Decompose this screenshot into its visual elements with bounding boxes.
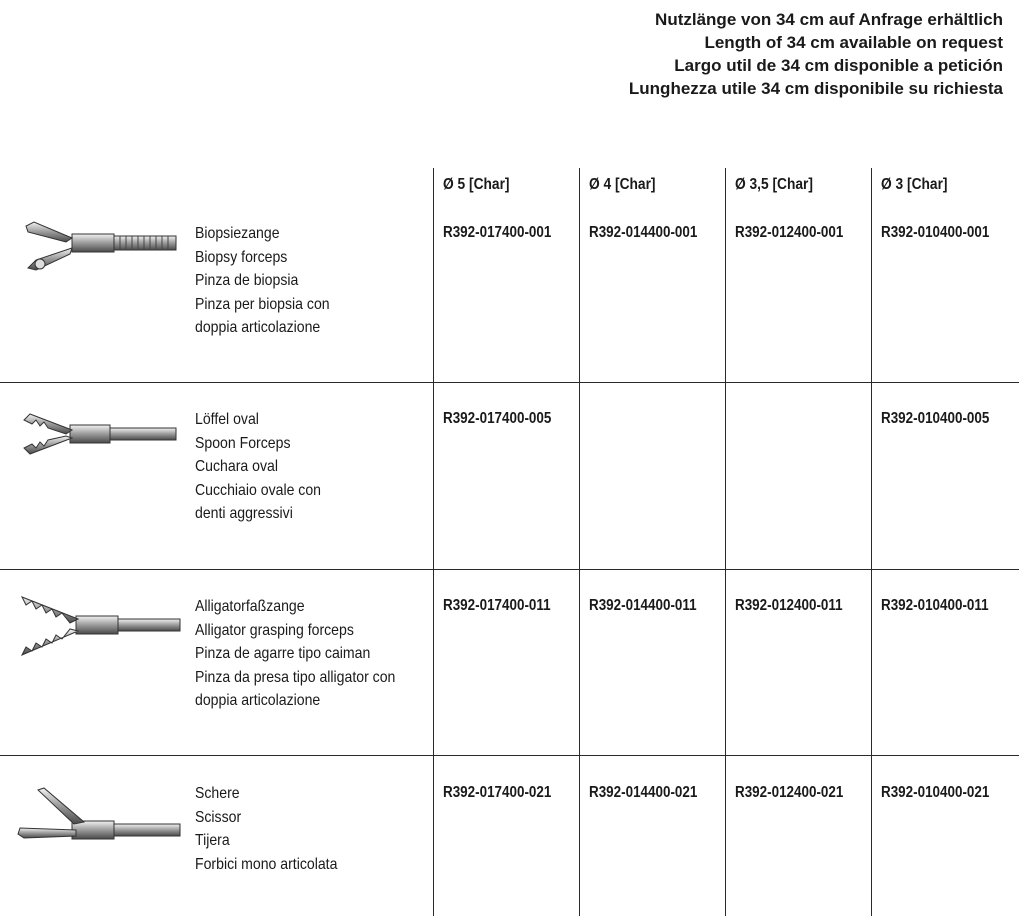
desc-it-2: denti aggressivi (195, 505, 293, 522)
desc-en: Scissor (195, 808, 242, 826)
article-code: R392-010400-001 (881, 224, 990, 241)
column-divider-4 (871, 168, 872, 916)
column-header-4char: Ø 4 [Char] (589, 176, 656, 193)
article-code: R392-017400-011 (443, 597, 551, 614)
desc-es: Pinza de biopsia (195, 272, 299, 289)
desc-it: Pinza per biopsia con (195, 295, 330, 313)
column-header-3char: Ø 3 [Char] (881, 176, 948, 193)
desc-en: Spoon Forceps (195, 434, 291, 452)
article-code: R392-017400-005 (443, 410, 552, 427)
article-code: R392-017400-021 (443, 784, 552, 801)
article-code: R392-010400-005 (881, 410, 990, 427)
desc-de: Schere (195, 785, 240, 802)
article-code: R392-012400-001 (735, 224, 844, 241)
note-es: Largo util de 34 cm disponible a petición (674, 56, 1003, 75)
desc-de: Löffel oval (195, 411, 259, 428)
row-divider-2 (0, 569, 1019, 570)
desc-it: Cucchiaio ovale con (195, 481, 322, 499)
article-code: R392-010400-021 (881, 784, 990, 801)
desc-it: Forbici mono articolata (195, 855, 338, 873)
article-code: R392-012400-011 (735, 597, 843, 614)
note-it: Lunghezza utile 34 cm disponibile su richiesta (628, 79, 1003, 98)
scissor-icon (14, 784, 184, 846)
note-en: Length of 34 cm available on request (704, 33, 1003, 52)
row-divider-3 (0, 755, 1019, 756)
column-divider-1 (433, 168, 434, 916)
note-de: Nutzlänge von 34 cm auf Anfrage erhältlich (655, 10, 1003, 29)
article-code: R392-014400-021 (589, 784, 698, 801)
desc-it-2: doppia articolazione (195, 319, 321, 336)
desc-it-2: doppia articolazione (195, 692, 321, 709)
biopsy-forceps-icon (14, 216, 179, 274)
article-code: R392-014400-001 (589, 224, 698, 241)
desc-de: Alligatorfaßzange (195, 598, 305, 615)
column-divider-3 (725, 168, 726, 916)
product-description (195, 782, 337, 876)
article-code: R392-012400-021 (735, 784, 844, 801)
desc-it: Pinza da presa tipo alligator con (195, 668, 396, 686)
article-code: R392-017400-001 (443, 224, 552, 241)
desc-es: Pinza de agarre tipo caiman (195, 645, 371, 662)
desc-de: Biopsiezange (195, 225, 280, 242)
column-divider-2 (579, 168, 580, 916)
availability-notes (629, 8, 1003, 100)
product-description (195, 595, 395, 713)
desc-en: Alligator grasping forceps (195, 621, 354, 639)
article-code: R392-010400-011 (881, 597, 989, 614)
alligator-forceps-icon (14, 591, 184, 663)
article-code: R392-014400-011 (589, 597, 697, 614)
column-header-3-5char: Ø 3,5 [Char] (735, 176, 813, 193)
product-description (195, 222, 330, 340)
desc-en: Biopsy forceps (195, 248, 288, 266)
row-divider-1 (0, 382, 1019, 383)
product-description (195, 408, 321, 526)
column-header-5char: Ø 5 [Char] (443, 176, 510, 193)
spoon-forceps-icon (14, 408, 179, 460)
desc-es: Tijera (195, 832, 230, 849)
desc-es: Cuchara oval (195, 458, 278, 475)
